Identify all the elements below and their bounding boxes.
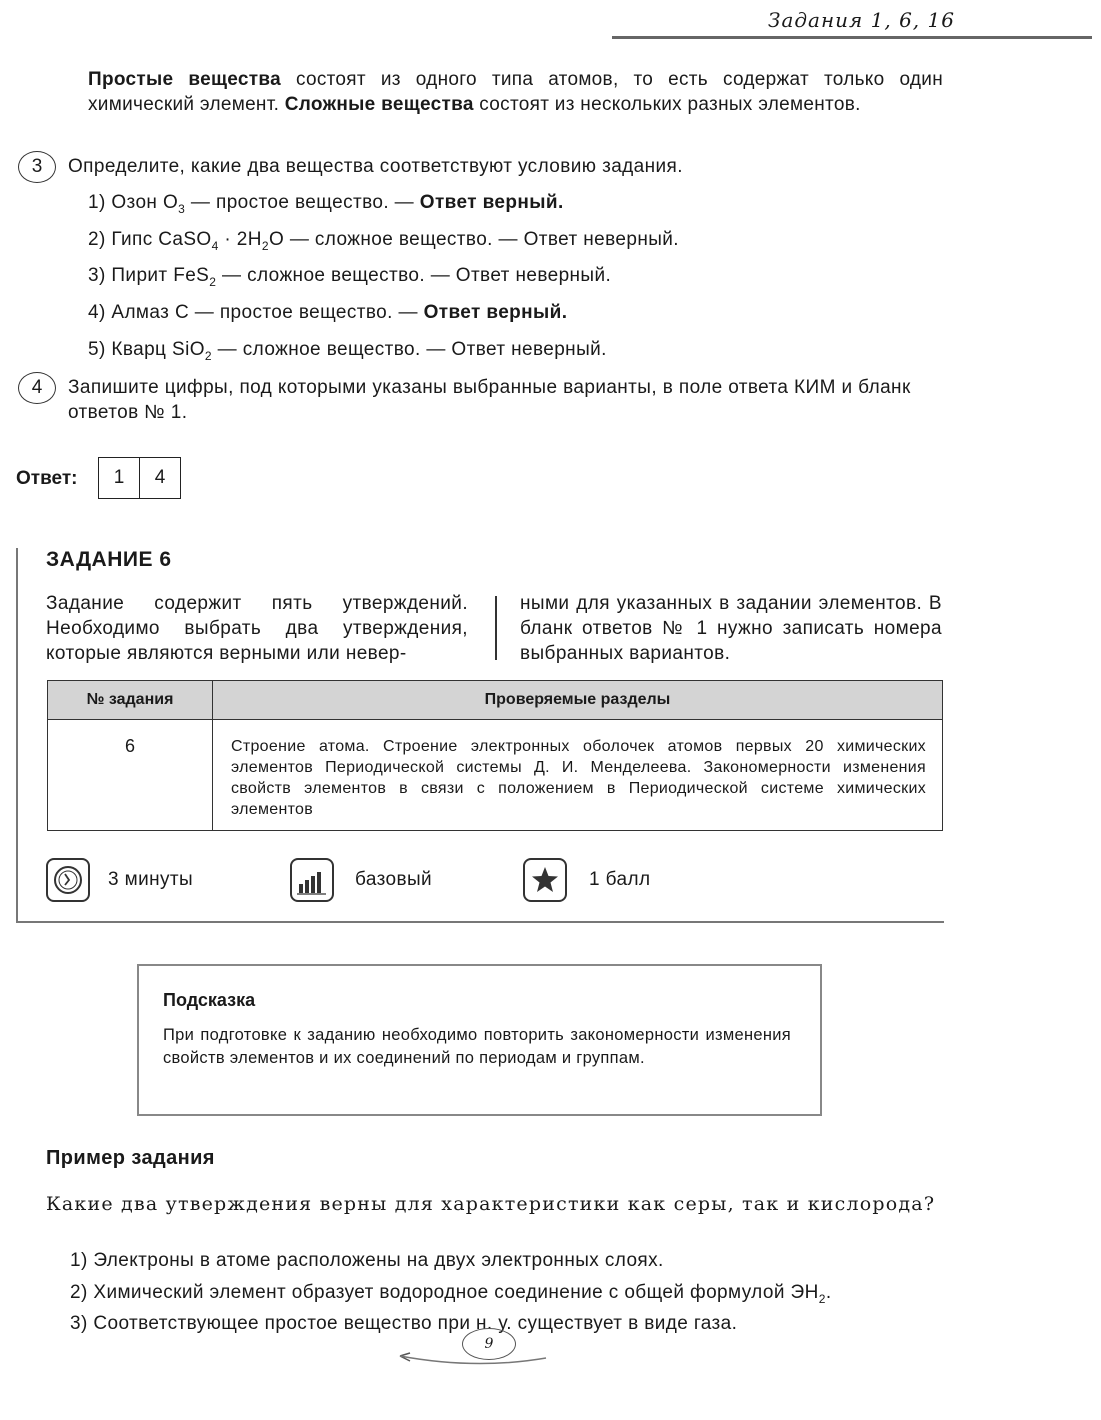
level-label: базовый [355, 869, 433, 890]
option-1: 1) Озон $O_3$ — простое вещество. — Ответ верный. [88, 192, 564, 216]
intro-paragraph [88, 67, 943, 117]
table-header-num: № задания [48, 681, 213, 720]
example-option-3: 3) Соответствующее простое вещество при н. у. существует в виде газа. [70, 1313, 738, 1334]
section-border-left [16, 548, 18, 923]
level-bars-icon [290, 858, 334, 902]
task-6-desc-col1: Задание содержит пять утверждений. Необходимо выбрать два утверждения, которые являются верными или невер- [46, 593, 468, 664]
star-icon [523, 858, 567, 902]
time-label: 3 минуты [108, 869, 194, 890]
table-cell-sections: Строение атома. Строение электронных оболочек атомов первых 20 химических элементов Периодической системы Д. И. Менделеева. Закономерности изменения свойств элементов в связи с положением в Периодической системе химических элементов [213, 720, 943, 831]
intro-text-2: состоят из нескольких разных элементов. [473, 94, 861, 115]
answer-label: Ответ: [16, 468, 78, 489]
option-1-verdict: Ответ верный. [419, 192, 564, 213]
example-option-1: 1) Электроны в атоме расположены на двух электронных слоях. [70, 1250, 664, 1271]
step-3-text: Определите, какие два вещества соответствуют условию задания. [68, 156, 683, 177]
option-2: 2) Гипс CaSO$_4$ · $2H_2O$ — сложное вещество. — Ответ неверный. [88, 229, 679, 253]
example-title: Пример задания [46, 1147, 215, 1169]
option-5: 5) Кварц SiO$_2$ — сложное вещество. — Ответ неверный. [88, 339, 607, 363]
hint-title: Подсказка [163, 990, 256, 1010]
page-header: Задания 1, 6, 16 [768, 8, 955, 32]
table-row [48, 720, 943, 831]
step-4-text: Запишите цифры, под которыми указаны выбранные варианты, в поле ответа КИМ и бланк ответов № 1. [68, 377, 911, 423]
score-label: 1 балл [589, 869, 651, 890]
intro-text-1: состоят из одного типа атомов, то есть содержат только один химический элемент. [88, 69, 943, 115]
hint-text: При подготовке к заданию необходимо повторить закономерности изменения свойств элементов и их соединений по периодам и группам. [163, 1026, 791, 1067]
checked-sections-table [47, 680, 943, 831]
task-6-title: ЗАДАНИЕ 6 [46, 548, 172, 571]
step-3-badge: 3 [18, 151, 56, 183]
clock-icon [46, 858, 90, 902]
column-divider [495, 596, 497, 660]
option-3-verdict: Ответ неверный. [455, 265, 612, 286]
intro-bold-complex: Сложные вещества [284, 94, 474, 115]
step-4-badge: 4 [18, 372, 56, 404]
page-number: 9 [462, 1328, 516, 1360]
answer-cell-1: 1 [98, 457, 140, 499]
table-header-sections: Проверяемые разделы [213, 681, 943, 720]
example-option-2: 2) Химический элемент образует водородное соединение с общей формулой $ЭН_2$. [70, 1282, 832, 1306]
option-4: 4) Алмаз C — простое вещество. — Ответ верный. [88, 302, 568, 323]
answer-cell-2: 4 [139, 457, 181, 499]
intro-bold-simple: Простые вещества [88, 69, 281, 90]
example-question: Какие два утверждения верны для характеристики как серы, так и кислорода? [46, 1193, 936, 1215]
option-5-verdict: Ответ неверный. [451, 339, 607, 360]
task-6-desc-col2: ными для указанных в задании элементов. В бланк ответов № 1 нужно записать номера выбранных вариантов. [520, 593, 942, 664]
section-border-bottom [16, 921, 944, 923]
option-4-verdict: Ответ верный. [423, 302, 568, 323]
option-2-verdict: Ответ неверный. [523, 229, 679, 250]
option-3: 3) Пирит FeS$_2$ — сложное вещество. — Ответ неверный. [88, 265, 612, 289]
header-rule [612, 36, 1092, 39]
table-cell-num: 6 [48, 720, 213, 831]
